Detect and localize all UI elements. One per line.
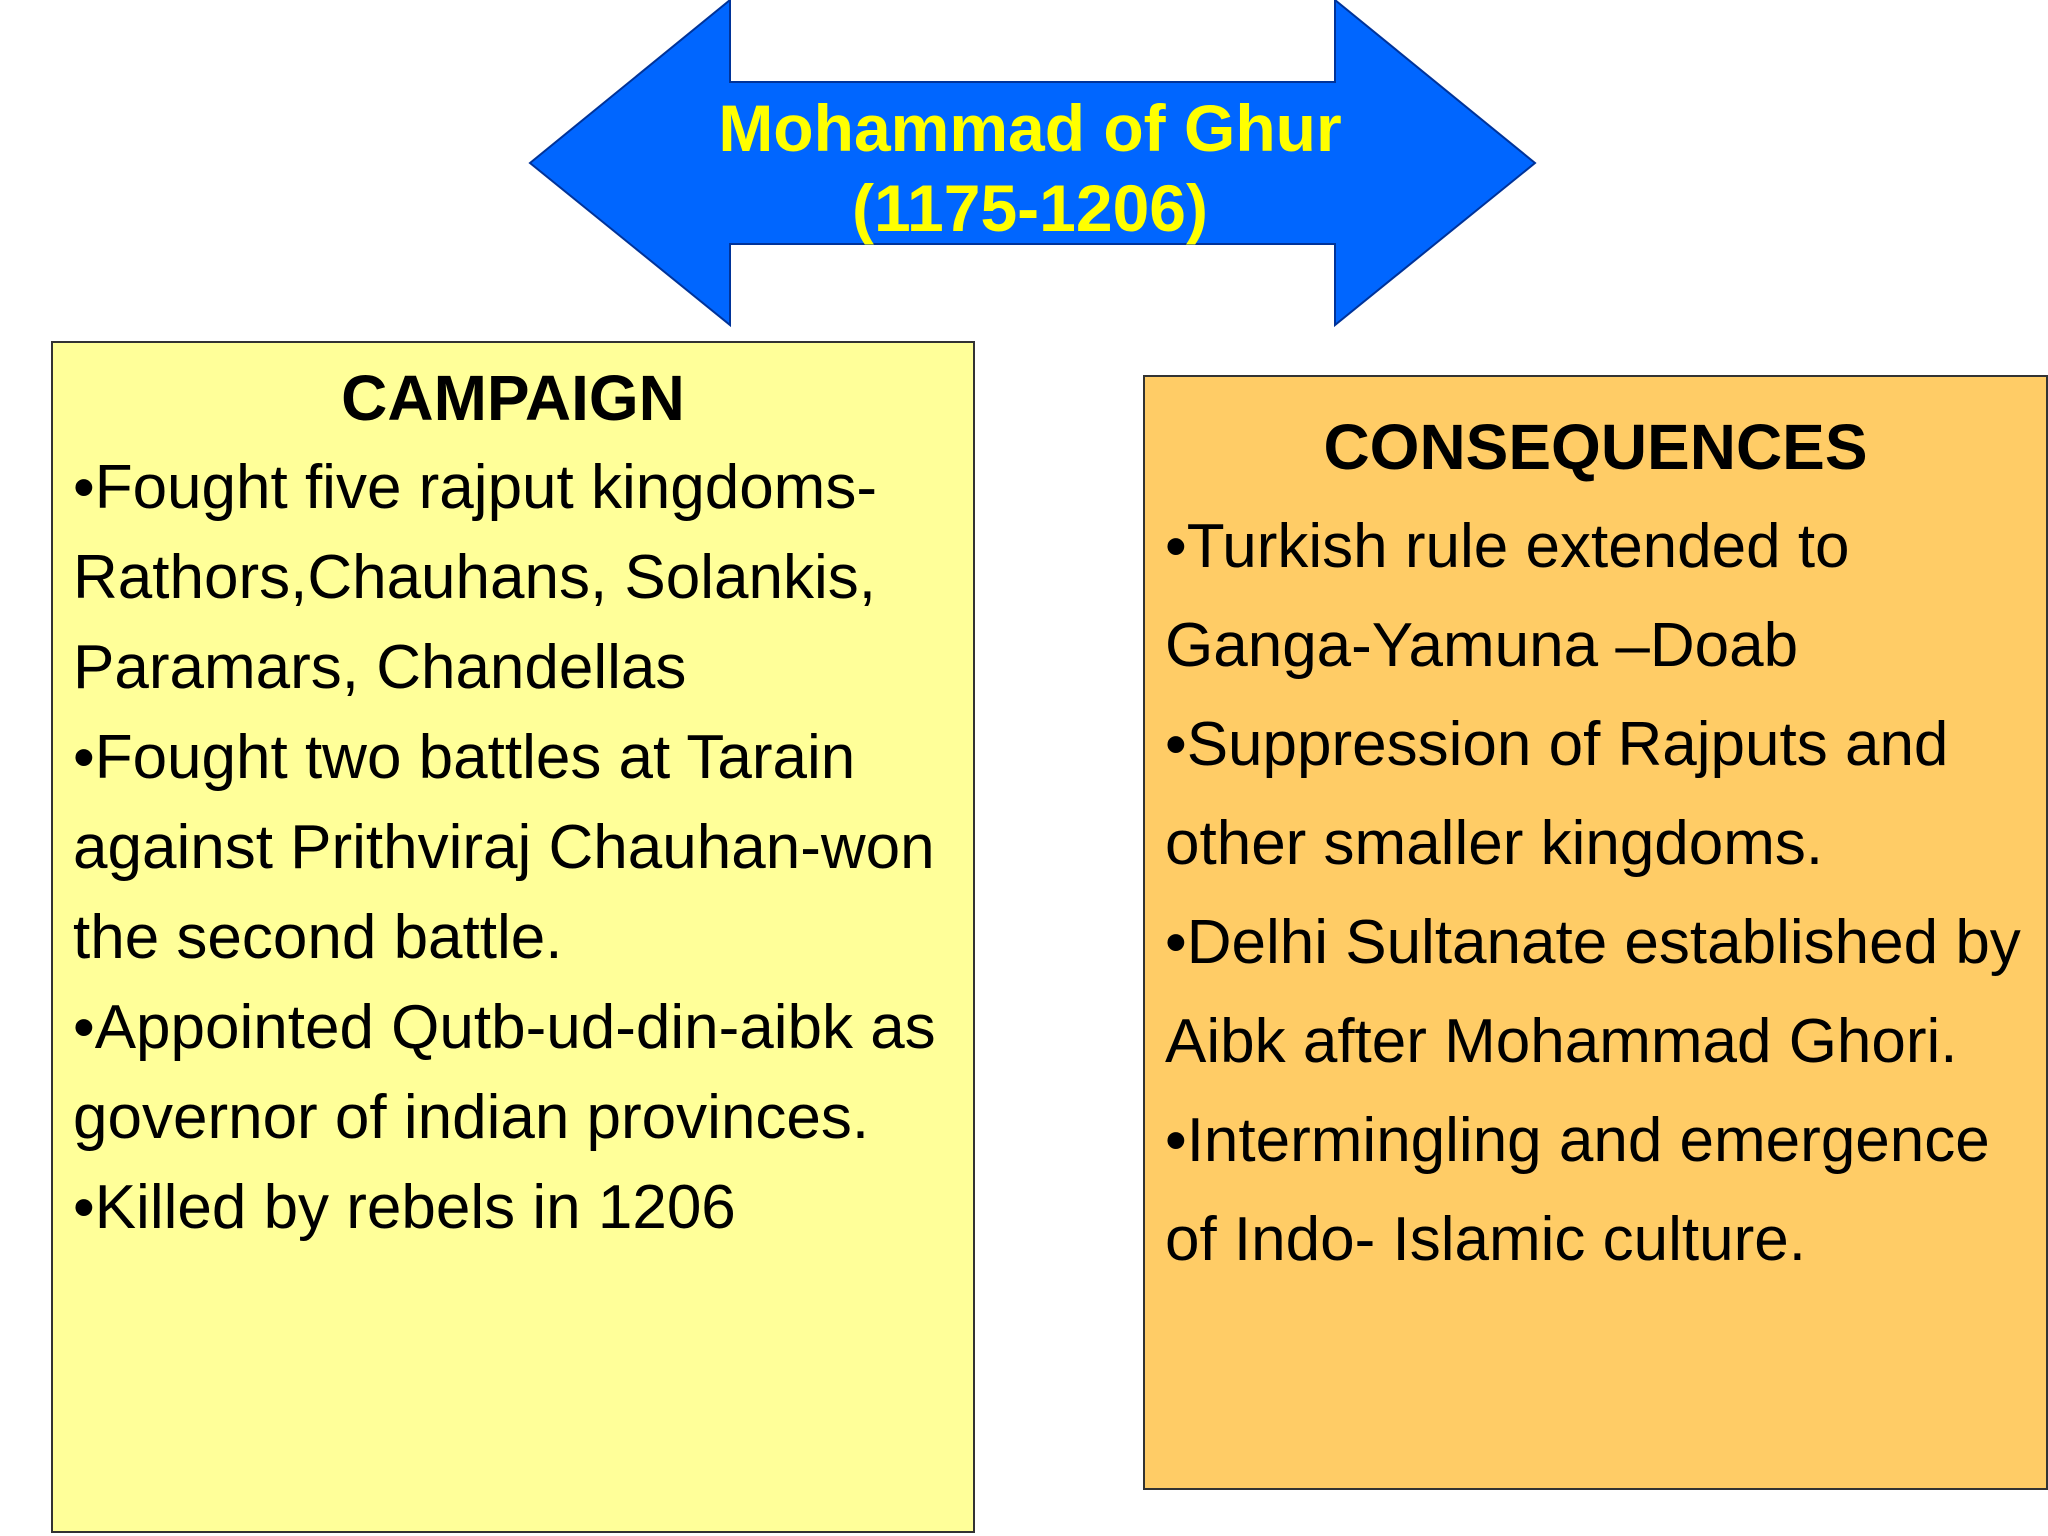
campaign-heading: CAMPAIGN [341, 362, 685, 434]
campaign-box [51, 341, 975, 1533]
consequences-box [1143, 375, 2048, 1490]
campaign-item: •Appointed Qutb-ud-din-aibk as governor of indian provinces. [73, 993, 936, 1152]
consequences-item: •Suppression of Rajputs and other smaller kingdoms. [1165, 710, 1949, 878]
arrow-title-name: Mohammad of Ghur [718, 91, 1342, 165]
consequences-heading: CONSEQUENCES [1323, 411, 1868, 483]
campaign-item: •Killed by rebels in 1206 [73, 1173, 736, 1242]
campaign-item: •Fought five rajput kingdoms-Rathors,Chauhans, Solankis, Paramars, Chandellas [73, 453, 877, 702]
arrow-title-years: (1175-1206) [852, 171, 1208, 245]
consequences-item: •Intermingling and emergence of Indo- Islamic culture. [1165, 1106, 1990, 1274]
consequences-item: •Turkish rule extended to Ganga-Yamuna –Doab [1165, 512, 1850, 680]
consequences-item: •Delhi Sultanate established by Aibk after Mohammad Ghori. [1165, 908, 2021, 1076]
campaign-item: •Fought two battles at Tarain against Prithviraj Chauhan-won the second battle. [73, 723, 935, 972]
